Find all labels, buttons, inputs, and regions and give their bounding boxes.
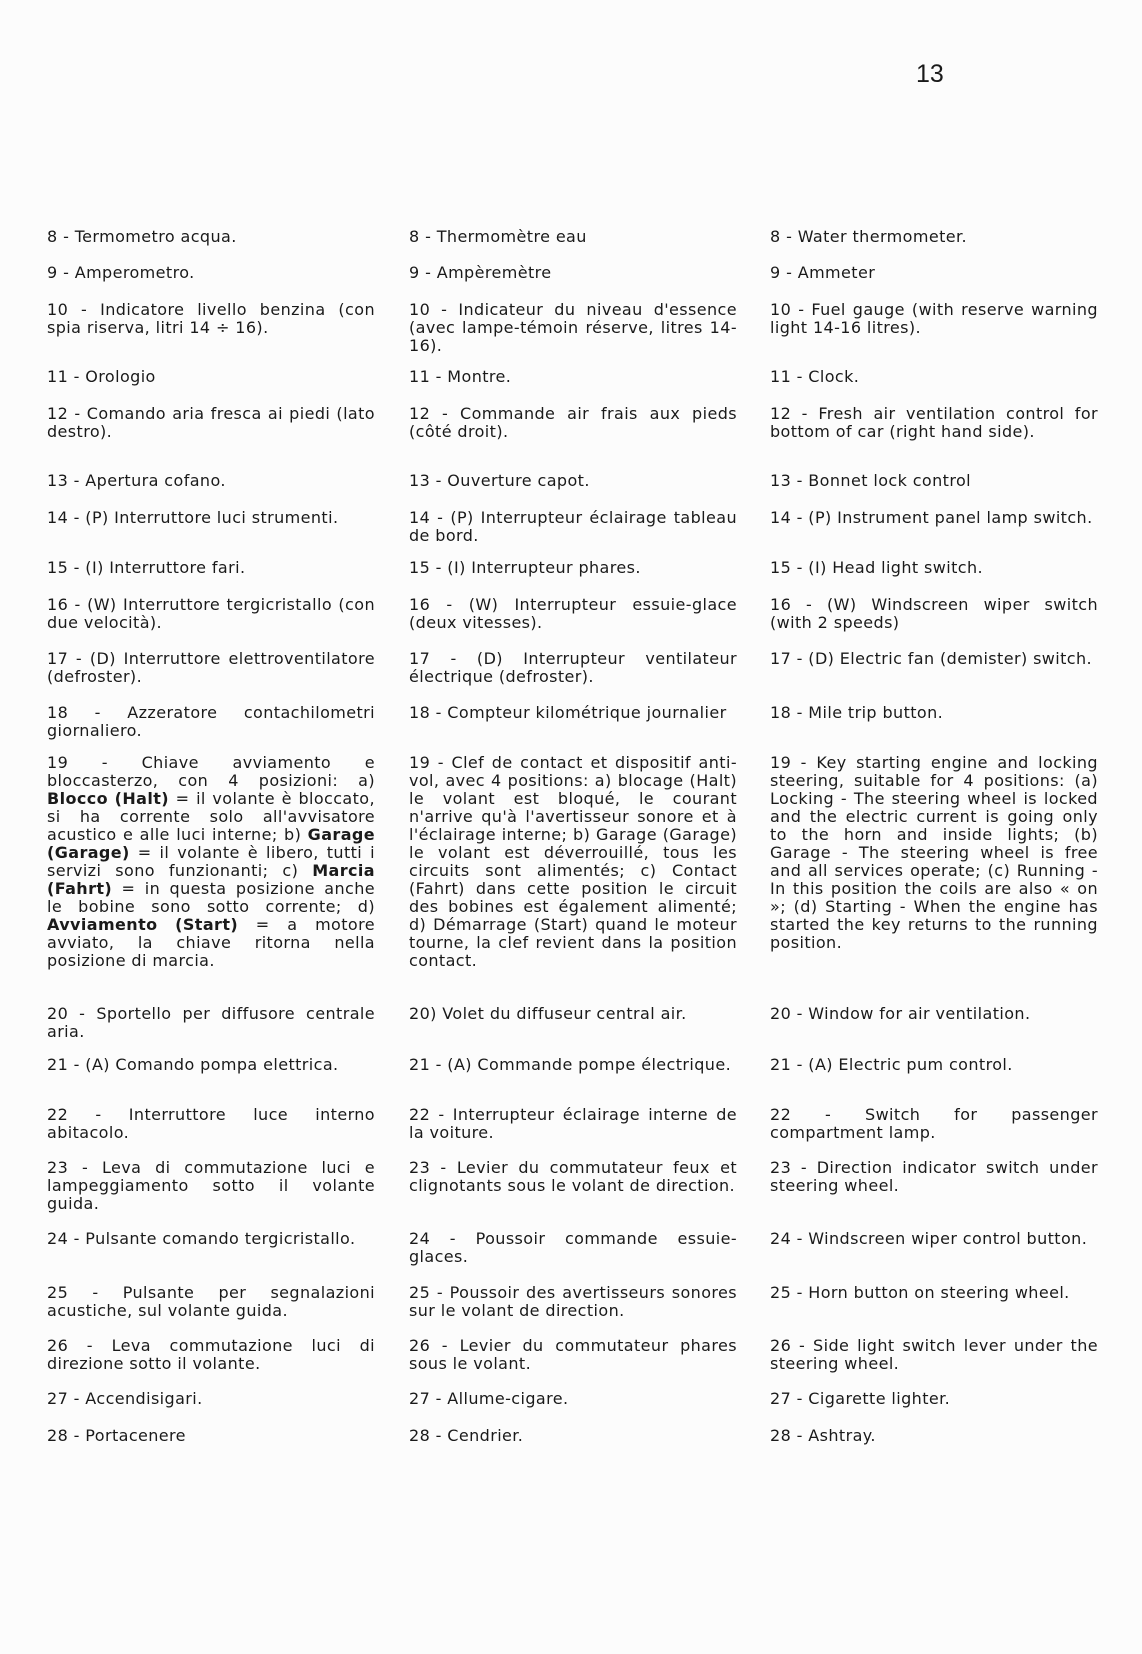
italian-entry-9: 9 - Amperometro. [47,263,195,282]
page-number: 13 [916,60,944,88]
french-entry-22: 22 - Interrupteur éclairage interne de la voiture. [409,1105,737,1142]
french-entry-13: 13 - Ouverture capot. [409,471,590,490]
italian-entry-16: 16 - (W) Interruttore tergicristallo (con due velocità). [47,595,375,632]
english-entry-25: 25 - Horn button on steering wheel. [770,1283,1070,1302]
italian-entry-12: 12 - Comando aria fresca ai piedi (lato destro). [47,404,375,441]
english-entry-16: 16 - (W) Windscreen wiper switch (with 2 speeds) [770,595,1098,632]
french-entry-25: 25 - Poussoir des avertisseurs sonores sur le volant de direction. [409,1283,737,1320]
french-entry-14: 14 - (P) Interrupteur éclairage tableau de bord. [409,508,737,545]
french-entry-28: 28 - Cendrier. [409,1426,524,1445]
english-entry-11: 11 - Clock. [770,367,860,386]
english-entry-18: 18 - Mile trip button. [770,703,944,722]
french-entry-23: 23 - Levier du commutateur feux et clignotants sous le volant de direction. [409,1158,737,1195]
italian-entry-27: 27 - Accendisigari. [47,1389,203,1408]
french-entry-19: 19 - Clef de contact et dispositif anti-vol, avec 4 positions: a) blocage (Halt) le volant est bloqué, le courant n'arrive qu'à l'avertisseur sonore et à l'éclairage interne; b) Garage (Garage) le volant est déverrouillé, tous les circuits sont alimentés; c) Contact (Fahrt) dans cette position le circuit des bobines est également alimenté; d) Démarrage (Start) quand le moteur tourne, la clef revient dans la position contact. [409,753,737,970]
english-entry-9: 9 - Ammeter [770,263,876,282]
french-entry-24: 24 - Poussoir commande essuie-glaces. [409,1229,737,1266]
french-entry-12: 12 - Commande air frais aux pieds (côté droit). [409,404,737,441]
english-entry-26: 26 - Side light switch lever under the steering wheel. [770,1336,1098,1373]
italian-entry-18: 18 - Azzeratore contachilometri giornaliero. [47,703,375,740]
french-entry-8: 8 - Thermomètre eau [409,227,587,246]
italian-entry-15: 15 - (I) Interruttore fari. [47,558,246,577]
english-entry-28: 28 - Ashtray. [770,1426,876,1445]
italian-entry-20: 20 - Sportello per diffusore centrale aria. [47,1004,375,1041]
italian-entry-17: 17 - (D) Interruttore elettroventilatore (defroster). [47,649,375,686]
french-entry-10: 10 - Indicateur du niveau d'essence (avec lampe-témoin réserve, litres 14-16). [409,300,737,355]
french-entry-20: 20) Volet du diffuseur central air. [409,1004,687,1023]
english-entry-12: 12 - Fresh air ventilation control for bottom of car (right hand side). [770,404,1098,441]
italian-entry-23: 23 - Leva di commutazione luci e lampeggiamento sotto il volante guida. [47,1158,375,1213]
italian-entry-13: 13 - Apertura cofano. [47,471,226,490]
italian-entry-14: 14 - (P) Interruttore luci strumenti. [47,508,339,527]
french-entry-17: 17 - (D) Interrupteur ventilateur électrique (defroster). [409,649,737,686]
english-entry-20: 20 - Window for air ventilation. [770,1004,1031,1023]
french-entry-21: 21 - (A) Commande pompe électrique. [409,1055,732,1074]
italian-entry-22: 22 - Interruttore luce interno abitacolo. [47,1105,375,1142]
english-entry-10: 10 - Fuel gauge (with reserve warning light 14-16 litres). [770,300,1098,337]
italian-entry-25: 25 - Pulsante per segnalazioni acustiche, sul volante guida. [47,1283,375,1320]
french-entry-26: 26 - Levier du commutateur phares sous le volant. [409,1336,737,1373]
french-entry-9: 9 - Ampèremètre [409,263,552,282]
english-entry-24: 24 - Windscreen wiper control button. [770,1229,1088,1248]
english-entry-23: 23 - Direction indicator switch under steering wheel. [770,1158,1098,1195]
english-entry-19: 19 - Key starting engine and locking steering, suitable for 4 positions: (a) Locking - The steering wheel is locked and the electric current is going only to the horn and inside lights; (b) Garage - The steering wheel is free and all services operate; (c) Running - In this position the coils are also « on »; (d) Starting - When the engine has started the key returns to the running position. [770,753,1098,952]
english-entry-14: 14 - (P) Instrument panel lamp switch. [770,508,1093,527]
italian-entry-11: 11 - Orologio [47,367,156,386]
italian-entry-19: 19 - Chiave avviamento e bloccasterzo, con 4 posizioni: a) Blocco (Halt) = il volante è bloccato, si ha corrente solo all'avvisatore acustico e alle luci interne; b) Garage (Garage) = il volante è libero, tutti i servizi sono funzionanti; c) Marcia (Fahrt) = in questa posizione anche le bobine sono sotto corrente; d) Avviamento (Start) = a motore avviato, la chiave ritorna nella posizione di marcia. [47,753,375,970]
french-entry-11: 11 - Montre. [409,367,512,386]
french-entry-27: 27 - Allume-cigare. [409,1389,569,1408]
english-entry-8: 8 - Water thermometer. [770,227,967,246]
italian-entry-28: 28 - Portacenere [47,1426,186,1445]
english-entry-17: 17 - (D) Electric fan (demister) switch. [770,649,1093,668]
italian-entry-26: 26 - Leva commutazione luci di direzione sotto il volante. [47,1336,375,1373]
italian-entry-10: 10 - Indicatore livello benzina (con spia riserva, litri 14 ÷ 16). [47,300,375,337]
italian-entry-24: 24 - Pulsante comando tergicristallo. [47,1229,356,1248]
english-entry-22: 22 - Switch for passenger compartment lamp. [770,1105,1098,1142]
english-entry-13: 13 - Bonnet lock control [770,471,971,490]
french-entry-16: 16 - (W) Interrupteur essuie-glace (deux vitesses). [409,595,737,632]
italian-entry-21: 21 - (A) Comando pompa elettrica. [47,1055,339,1074]
english-entry-21: 21 - (A) Electric pum control. [770,1055,1013,1074]
english-entry-15: 15 - (I) Head light switch. [770,558,984,577]
english-entry-27: 27 - Cigarette lighter. [770,1389,951,1408]
italian-entry-8: 8 - Termometro acqua. [47,227,237,246]
french-entry-15: 15 - (I) Interrupteur phares. [409,558,641,577]
french-entry-18: 18 - Compteur kilométrique journalier [409,703,727,722]
